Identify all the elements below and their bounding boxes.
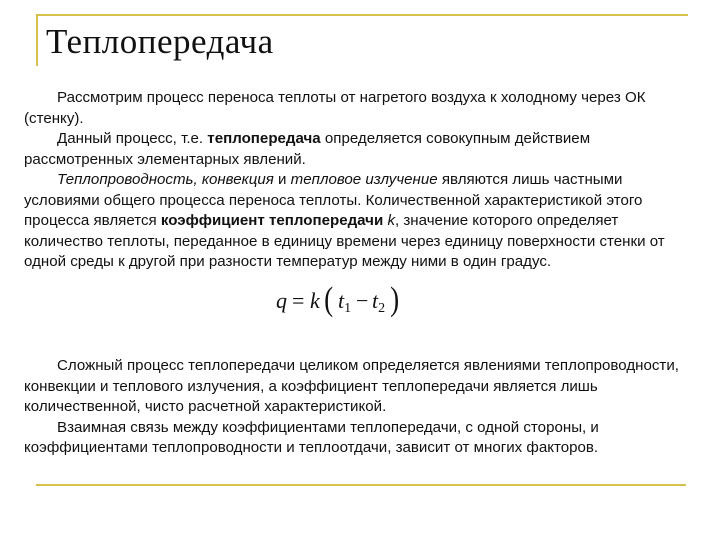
body-text-bottom: [24, 356, 692, 459]
paragraph-1: Рассмотрим процесс переноса теплоты от нагретого воздуха к холодному через ОК (стенку).: [24, 89, 646, 127]
formula-k: k: [310, 288, 320, 313]
formula-equals: =: [292, 288, 305, 313]
formula-minus: −: [356, 288, 369, 313]
formula-t1: $t_1$: [338, 288, 352, 316]
formula-close-paren: ): [390, 281, 400, 318]
formula-q: q: [276, 288, 287, 313]
term-heat-transfer: теплопередача: [207, 130, 321, 147]
left-rule: [36, 14, 38, 66]
paragraph-3: Теплопроводность, конвекция и тепловое излучение являются лишь частными условиями общего процесса переноса теплоты. Количественной характеристикой этого процесса является коэффициент теплопередачи k, значение которого определяет количество теплоты, переданное в единицу времени через единицу поверхности стенки от одной среды к другой при разности температур между ними в один градус.: [24, 171, 665, 270]
paragraph-5: Взаимная связь между коэффициентами теплопередачи, с одной стороны, и коэффициентами теплопроводности и теплоотдачи, зависит от многих факторов.: [24, 418, 599, 456]
formula-open-paren: (: [324, 281, 334, 318]
term-radiation: тепловое излучение: [290, 171, 438, 188]
body-text-top: [24, 88, 692, 273]
term-coefficient: коэффициент теплопередачи: [160, 212, 384, 229]
heat-transfer-formula: [276, 281, 406, 328]
term-conduction-convection: Теплопроводность, конвекция: [57, 171, 274, 188]
symbol-k: k: [387, 212, 395, 229]
top-rule: [36, 14, 688, 16]
slide-title: Теплопередача: [46, 22, 274, 61]
paragraph-2: Данный процесс, т.е. теплопередача определяется совокупным действием рассмотренных элементарных явлений.: [24, 130, 591, 168]
formula-t2: $t_2$: [372, 288, 386, 316]
bottom-rule: [36, 484, 686, 486]
paragraph-4: Сложный процесс теплопередачи целиком определяется явлениями теплопроводности, конвекции и теплового излучения, а коэффициент теплопередачи является лишь количественной, чисто расчетной характеристикой.: [24, 357, 679, 415]
